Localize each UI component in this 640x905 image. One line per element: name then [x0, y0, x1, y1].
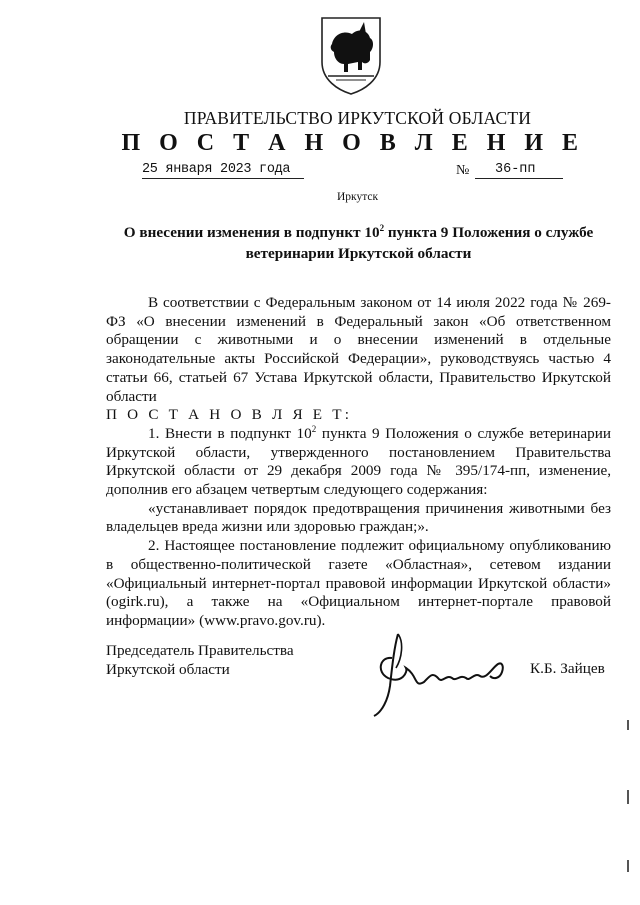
item-2-paragraph: 2. Настоящее постановление подлежит официальному опубликованию в общественно-политической газете «Областная», сетевом издании «Официальный интернет-портал правовой информации Иркутской области» (ogirk.ru), а также на «Официальном интернет-портале правовой информации» (www.pravo.gov.ru). [106, 537, 611, 629]
scan-edge-mark [627, 790, 629, 804]
handwritten-signature [368, 628, 513, 720]
signatory-position [106, 642, 294, 679]
item-1-part2: пункта 9 Положения о службе ветеринарии Иркутской области, утвержденного постановлением Правительства Иркутской области от 29 декабря 2009 года № 395/174-пп, изменение, дополнив его абзацем четвертым следующего содержания: [106, 424, 611, 499]
scan-edge-mark [627, 720, 629, 730]
preamble-paragraph: В соответствии с Федеральным законом от 14 июля 2022 года № 269-ФЗ «О внесении изменений в Федеральный закон «Об ответственном обращении с животными и о внесении изменений в отдельные законодательные акты Российской Федерации», руководствуясь частью 4 статьи 66, статьей 67 Устава Иркутской области, Правительство Иркутской области [106, 294, 611, 405]
document-date: 25 января 2023 года [142, 162, 304, 179]
quote-paragraph: «устанавливает порядок предотвращения причинения животными без владельцев вреда жизни или здоровью граждан;». [106, 499, 611, 536]
document-city: Иркутск [337, 191, 379, 203]
signatory-name: К.Б. Зайцев [530, 660, 605, 677]
title-sup: 2 [379, 222, 385, 233]
item-1-paragraph [106, 425, 611, 500]
scan-edge-mark [627, 860, 629, 872]
position-line-2: Иркутской области [106, 660, 230, 678]
document-body [106, 294, 611, 631]
title-part2: пункта 9 Положения о службе ветеринарии Иркутской области [245, 224, 594, 262]
coat-of-arms-icon [318, 14, 384, 96]
item-1-part1: 1. Внести в подпункт 10 [148, 424, 312, 442]
document-number: 36-пп [475, 162, 563, 179]
item-1-sup: 2 [311, 423, 317, 434]
number-label: № [456, 163, 470, 178]
document-title [106, 222, 611, 264]
position-line-1: Председатель Правительства [106, 642, 294, 659]
government-name: ПРАВИТЕЛЬСТВО ИРКУТСКОЙ ОБЛАСТИ [183, 108, 532, 128]
title-part1: О внесении изменения в подпункт 10 [123, 224, 380, 241]
document-type: П О С Т А Н О В Л Е Н И Е [121, 130, 585, 156]
decrees-heading: П О С Т А Н О В Л Я Е Т: [106, 406, 353, 424]
